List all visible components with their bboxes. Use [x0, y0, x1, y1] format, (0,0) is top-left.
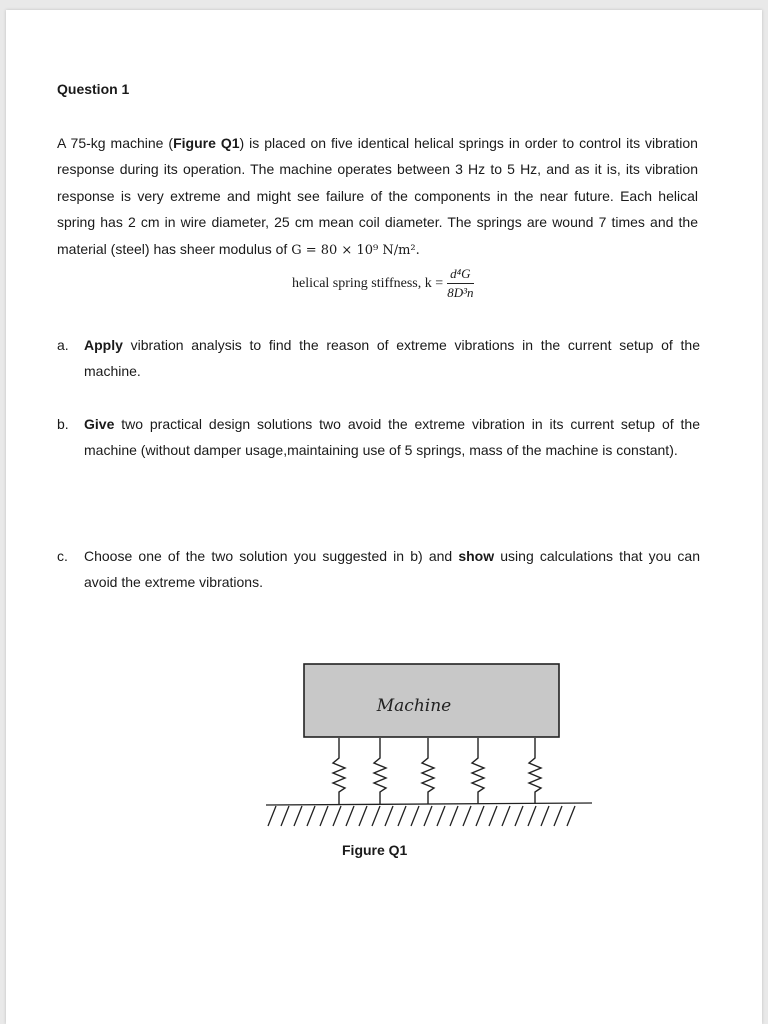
formula-label: helical spring stiffness, k = [292, 275, 444, 291]
item-bold-verb: show [458, 548, 495, 564]
spring-4 [472, 738, 484, 804]
item-bold-verb: Give [84, 416, 115, 432]
item-text: vibration analysis to find the reason of extreme vibrations in the current setup of the machine. [84, 337, 700, 380]
intro-text-2: ) is placed on five identical helical springs in order to control its vibration response during its operation. The machine operates between 3 Hz to 5 Hz, and as it is, its vibration response is very extreme and might see failure of the components in the near future. Each helical spring has 2 cm in wire diameter, 25 cm mean coil diameter. The springs are wound 7 times and the material (steel) has sheer modulus of [57, 135, 698, 257]
item-label: b. [57, 416, 69, 432]
ground [266, 803, 592, 826]
shear-modulus: G = 80 × 10⁹ N/m². [291, 242, 420, 258]
spring-1 [333, 738, 345, 804]
figure-caption: Figure Q1 [342, 842, 408, 858]
item-text: Choose one of the two solution you suggested in b) and [84, 548, 459, 564]
item-label: c. [57, 548, 68, 564]
item-text-after: using calculations that you can avoid the extreme vibrations. [84, 548, 700, 591]
formula-denominator: 8D³n [447, 285, 474, 300]
machine-label: Machine [376, 696, 452, 716]
intro-text-1: A 75-kg machine ( [57, 135, 174, 151]
spring-5 [529, 738, 541, 804]
figure-reference: Figure Q1 [173, 135, 240, 151]
spring-3 [422, 738, 434, 804]
item-bold-verb: Apply [84, 337, 123, 353]
question-title: Question 1 [57, 81, 130, 97]
formula-numerator: d⁴G [447, 266, 473, 284]
item-text: two practical design solutions two avoid the extreme vibration in its current setup of the machine (without damper usage,maintaining use of 5 springs, mass of the machine is constant). [84, 416, 700, 459]
springs [333, 738, 541, 804]
item-label: a. [57, 337, 69, 353]
spring-2 [374, 738, 386, 804]
